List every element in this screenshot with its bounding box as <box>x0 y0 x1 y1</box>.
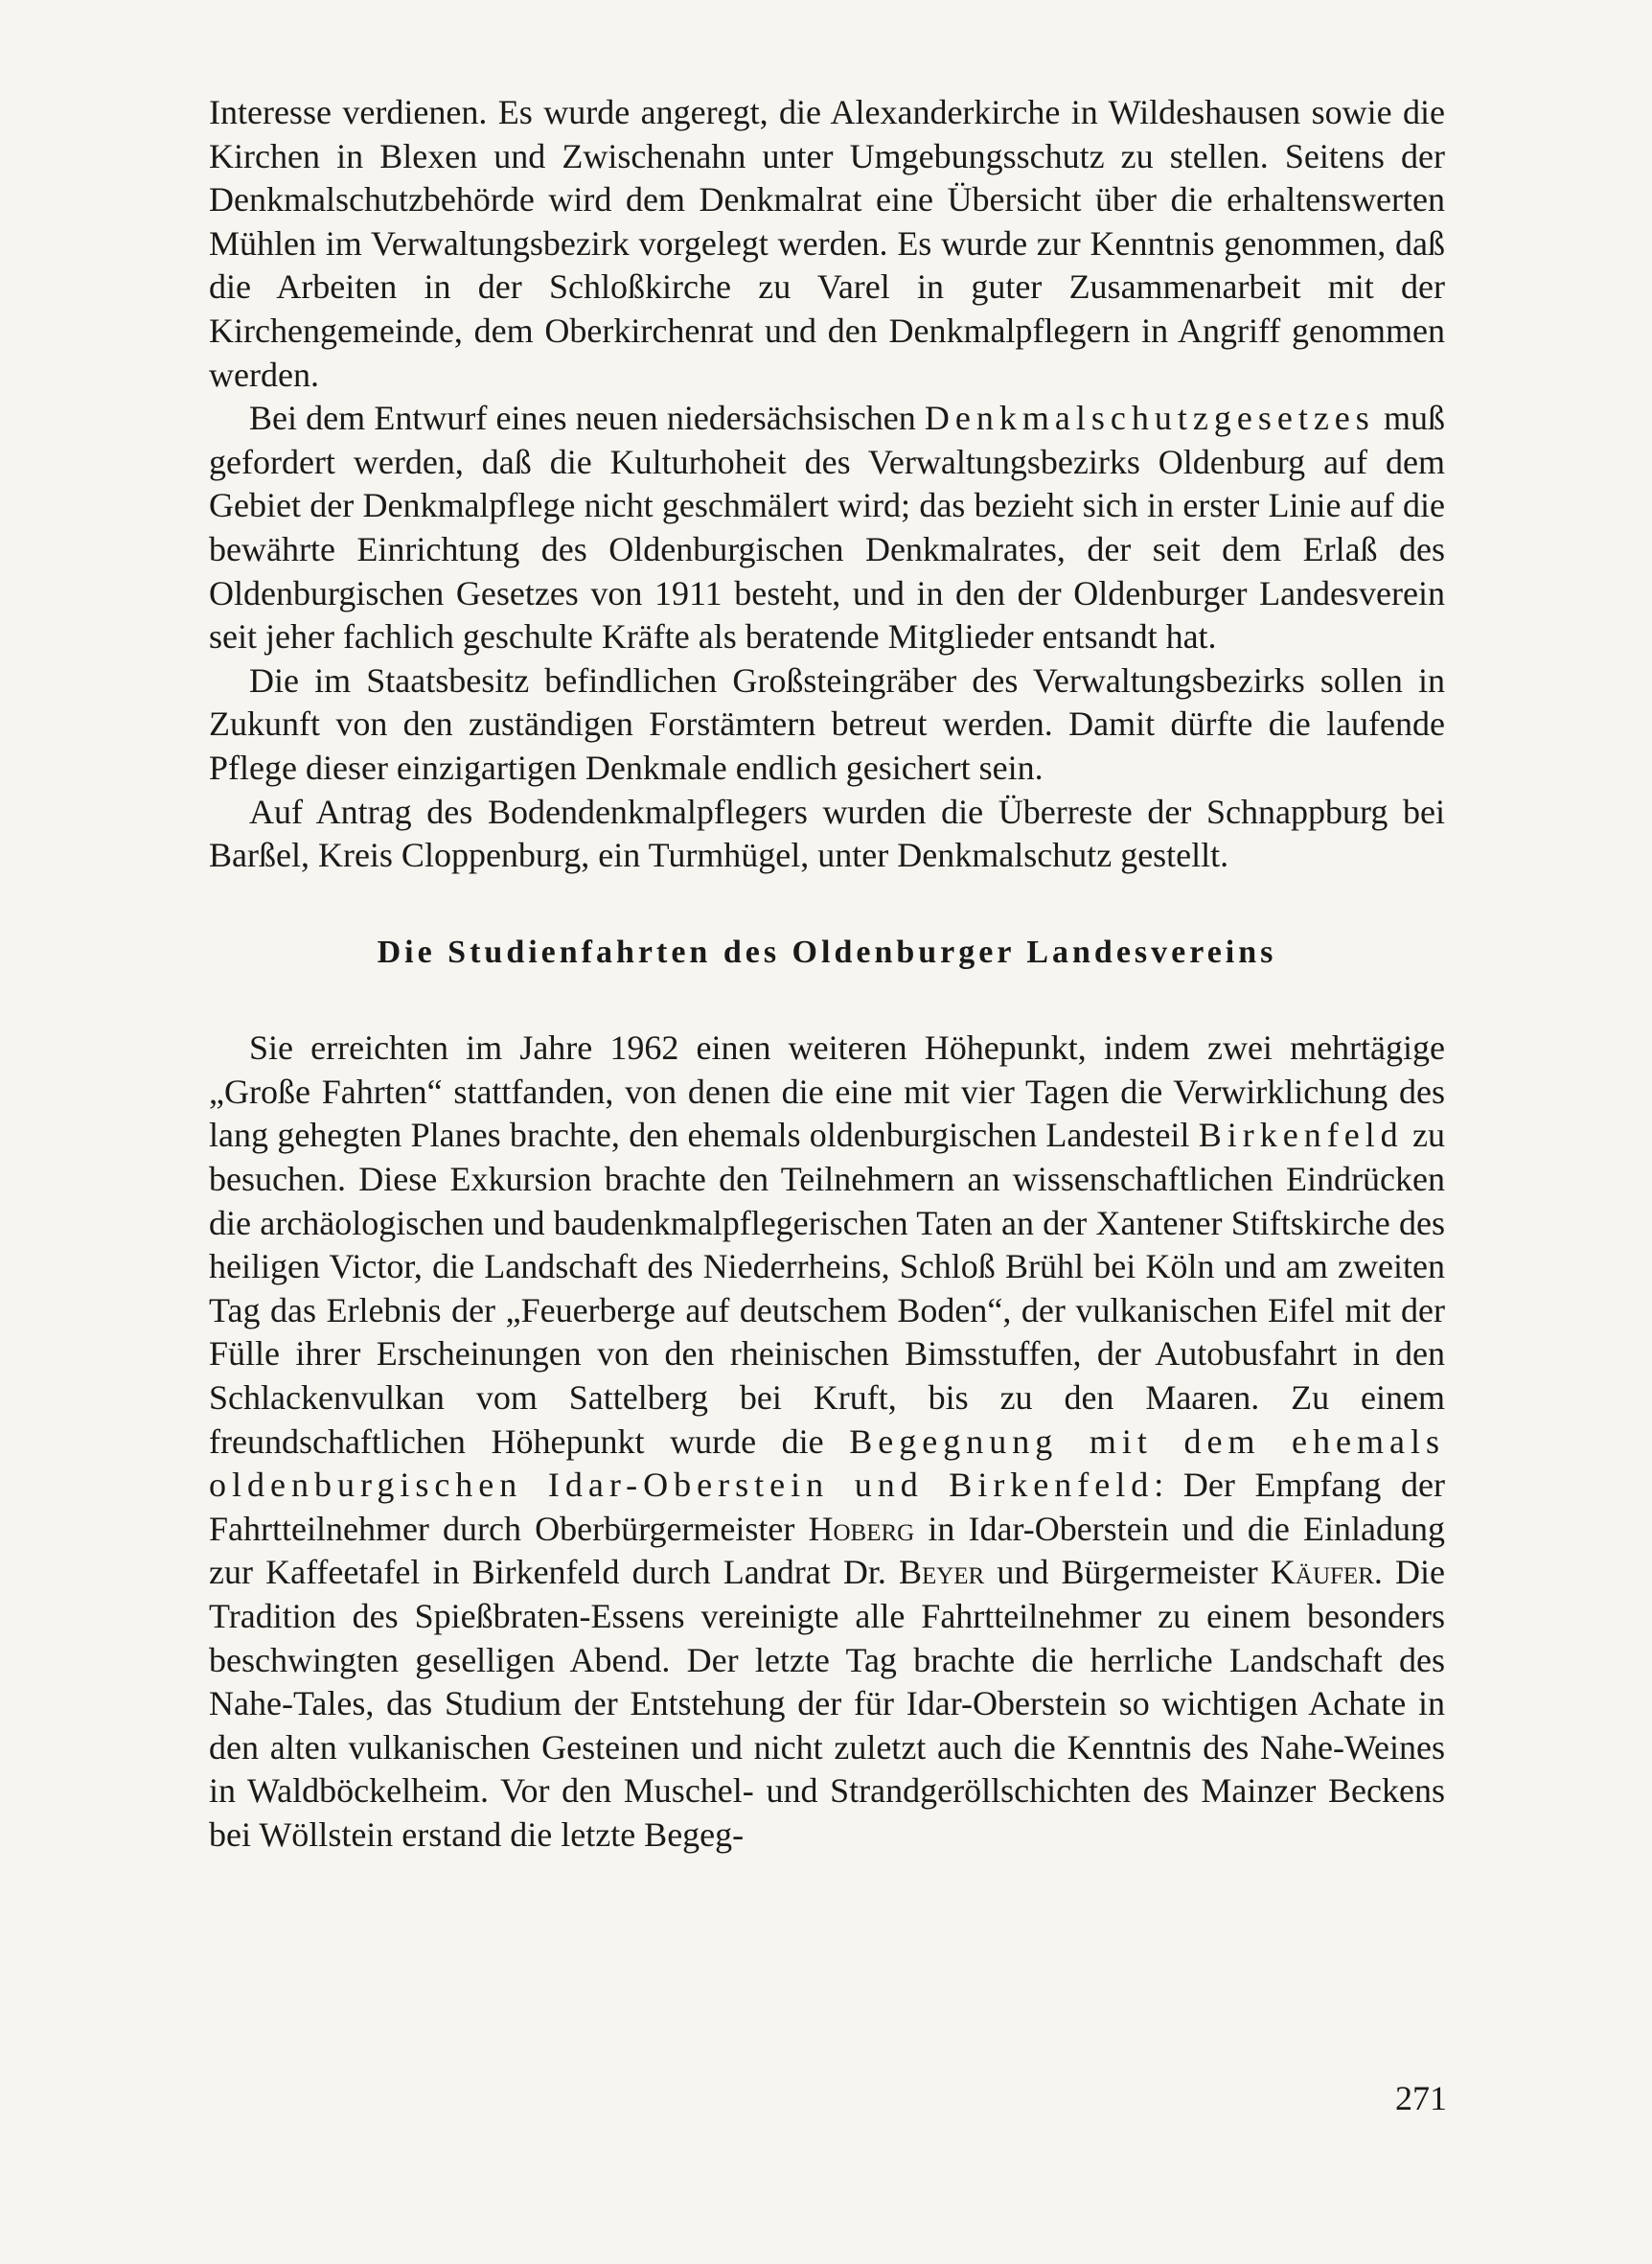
paragraph <box>209 1027 1445 1857</box>
emphasis-spaced: Denkmalschutzgesetzes <box>924 399 1375 438</box>
text-run: und Bürgermeister <box>984 1553 1271 1592</box>
paragraph <box>209 659 1445 791</box>
paragraph <box>209 91 1445 397</box>
top-paragraphs <box>209 91 1445 878</box>
text-run: Interesse verdienen. Es wurde angeregt, die Alexanderkirche in Wildeshausen sowie die Kirchen in Blexen und Zwischenahn unter Umgebungsschutz zu stellen. Seitens der Denkmalschutzbehörde wird dem Denkmalrat eine Übersicht über die erhaltenswerten Mühlen im Verwaltungsbezirk vorgelegt werden. Es wurde zur Kenntnis genommen, daß die Arbeiten in der Schloßkirche zu Varel in guter Zusammenarbeit mit der Kirchengemeinde, dem Oberkirchenrat und den Denkmalpflegern in Angriff genommen werden. <box>209 93 1445 394</box>
bottom-paragraphs <box>209 1027 1445 1857</box>
page-number: 271 <box>1395 2079 1447 2117</box>
emphasis-spaced: Begegnung mit dem ehemals oldenburgischen Idar-Oberstein und Birkenfeld <box>209 1421 1446 1505</box>
text-run: . Die Tradition des Spießbraten-Essens vereinigte alle Fahrtteilnehmer zu einem besonders beschwingten geselligen Abend. Der letzte Tag brachte die herrliche Landschaft des Nahe-Tales, das Studium der Entstehung der für Idar-Oberstein so wichtigen Achate in den alten vulkanischen Gesteinen und nicht zuletzt auch die Kenntnis des Nahe-Weines in Waldböckelheim. Vor den Muschel- und Strandgeröllschichten des Mainzer Beckens bei Wöllstein erstand die letzte Begeg- <box>209 1553 1445 1854</box>
section-heading: Die Studienfahrten des Oldenburger Landesvereins <box>377 934 1277 970</box>
paragraph <box>209 791 1445 878</box>
text-run: Die im Staatsbesitz befindlichen Großsteingräber des Verwaltungsbezirks sollen in Zukunft von den zuständigen Forstämtern betreut werden. Damit dürfte die laufende Pflege dieser einzigartigen Denkmale endlich gesichert sein. <box>209 660 1445 787</box>
text-run: in Idar-Oberstein und die Einladung zur Kaffeetafel in Birkenfeld durch Landrat Dr. <box>209 1509 1445 1592</box>
text-run: : Der Empfang der Fahrtteilnehmer durch Oberbürgermeister <box>209 1466 1445 1548</box>
text-run: muß gefordert werden, daß die Kulturhoheit des Verwaltungsbezirks Oldenburg auf dem Gebiet der Denkmalpflege nicht geschmälert wird; das bezieht sich in erster Linie auf die bewährte Einrichtung des Oldenburgischen Denkmalrates, der seit dem Erlaß des Oldenburgischen Gesetzes von 1911 besteht, und in den der Oldenburger Landesverein seit jeher fachlich geschulte Kräfte als beratende Mitglieder entsandt hat. <box>209 399 1445 657</box>
emphasis-spaced: Birkenfeld <box>1198 1116 1404 1155</box>
text-run: zu besuchen. Diese Exkursion brachte den Teilnehmern an wissenschaftlichen Eindrücken die archäologischen und baudenkmalpflegerischen Taten an der Xantener Stiftskirche des heiligen Victor, die Landschaft des Niederrheins, Schloß Brühl bei Köln und am zweiten Tag das Erlebnis der „Feuerberge auf deutschem Boden“, der vulkanischen Eifel mit der Fülle ihrer Erscheinungen von den rheinischen Bimsstuffen, der Autobusfahrt in den Schlackenvulkan vom Sattelberg bei Kruft, bis zu den Maaren. Zu einem freundschaftlichen Höhepunkt wurde die <box>209 1116 1445 1461</box>
page-body <box>209 91 1445 1858</box>
text-run: Bei dem Entwurf eines neuen niedersächsischen <box>249 399 925 438</box>
emphasis-smallcaps: Hoberg <box>808 1509 915 1548</box>
emphasis-smallcaps: Käufer <box>1270 1553 1374 1592</box>
text-run: Sie erreichten im Jahre 1962 einen weiteren Höhepunkt, indem zwei mehrtägige „Große Fahrten“ stattfanden, von denen die eine mit vier Tagen die Verwirklichung des lang gehegten Planes brachte, den ehemals oldenburgischen Landesteil <box>209 1028 1445 1155</box>
emphasis-smallcaps: Beyer <box>898 1553 985 1592</box>
text-run: Auf Antrag des Bodendenkmalpflegers wurden die Überreste der Schnappburg bei Barßel, Kreis Cloppenburg, ein Turmhügel, unter Denkmalschutz gestellt. <box>209 792 1445 875</box>
paragraph <box>209 397 1445 659</box>
